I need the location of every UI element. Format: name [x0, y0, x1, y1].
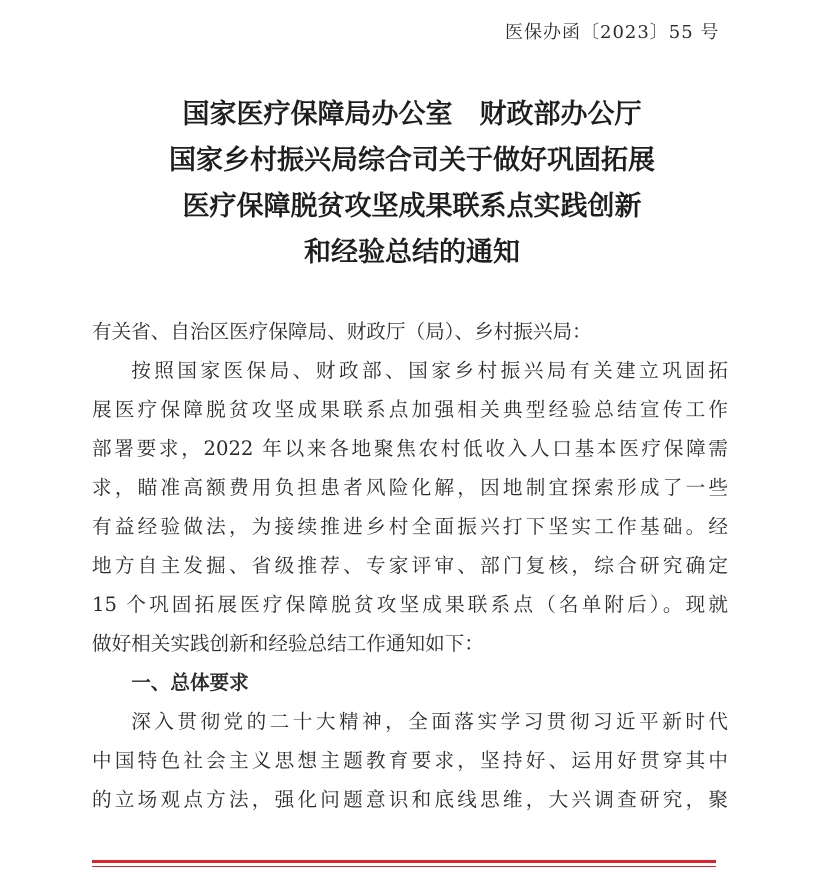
- red-separator-thin: [92, 866, 716, 867]
- title-line: 国家医疗保障局办公室 财政部办公厅: [182, 99, 642, 130]
- paragraph-line: 有益经验做法，为接续推进乡村全面振兴打下坚实工作基础。经: [92, 515, 728, 538]
- paragraph-line: 按照国家医保局、财政部、国家乡村振兴局有关建立巩固拓: [131, 359, 728, 382]
- title-line: 国家乡村振兴局综合司关于做好巩固拓展: [169, 145, 655, 176]
- paragraph-line: 做好相关实践创新和经验总结工作通知如下：: [92, 632, 484, 655]
- paragraph-line: 地方自主发掘、省级推荐、专家评审、部门复核，综合研究确定: [92, 554, 728, 577]
- paragraph-line: 深入贯彻党的二十大精神，全面落实学习贯彻习近平新时代: [131, 710, 728, 733]
- paragraph-line: 中国特色社会主义思想主题教育要求，坚持好、运用好贯穿其中: [92, 749, 728, 772]
- title-line: 医疗保障脱贫攻坚成果联系点实践创新: [182, 191, 642, 222]
- paragraph-line: 求，瞄准高额费用负担患者风险化解，因地制宜探索形成了一些: [92, 476, 728, 499]
- paragraph-line: 部署要求，2022 年以来各地聚焦农村低收入人口基本医疗保障需: [92, 437, 728, 460]
- document-body: [92, 312, 728, 819]
- document-title: [0, 92, 824, 276]
- document-number: 医保办函〔2023〕55 号: [505, 22, 720, 43]
- salutation: 有关省、自治区医疗保障局、财政厅（局）、乡村振兴局：: [92, 320, 592, 343]
- paragraph-intro: [92, 351, 728, 663]
- paragraph-line: 的立场观点方法，强化问题意识和底线思维，大兴调查研究，聚: [92, 788, 728, 811]
- title-line: 和经验总结的通知: [304, 237, 520, 268]
- paragraph-general-requirements: [92, 702, 728, 819]
- paragraph-line: 展医疗保障脱贫攻坚成果联系点加强相关典型经验总结宣传工作: [92, 398, 728, 421]
- red-separator-thick: [92, 860, 716, 863]
- section-heading: 一、总体要求: [131, 671, 249, 694]
- paragraph-line: 15 个巩固拓展医疗保障脱贫攻坚成果联系点（名单附后）。现就: [92, 593, 728, 616]
